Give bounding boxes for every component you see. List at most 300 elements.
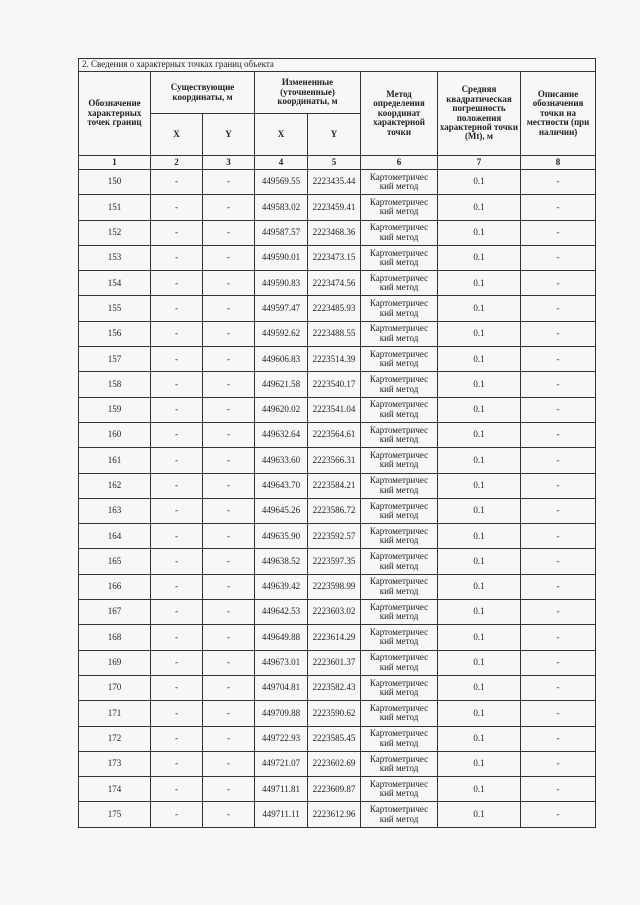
- method: [361, 675, 438, 700]
- existing-x: -: [151, 296, 203, 321]
- error-mt: 0.1: [438, 650, 521, 675]
- method-line: Картометричес: [369, 298, 429, 309]
- existing-y: -: [203, 549, 255, 574]
- method-line: Картометричес: [369, 778, 429, 789]
- method-line: кий метод: [379, 636, 419, 647]
- method: [361, 245, 438, 270]
- method: [361, 296, 438, 321]
- point-designation: 156: [79, 321, 151, 346]
- method-line: Картометричес: [369, 272, 429, 283]
- point-description: -: [521, 625, 596, 650]
- changed-x: 449587.57: [255, 220, 308, 245]
- changed-y: 2223598.99: [308, 574, 361, 599]
- existing-y: -: [203, 195, 255, 220]
- existing-y: -: [203, 245, 255, 270]
- method-line: кий метод: [379, 307, 419, 318]
- changed-y: 2223590.62: [308, 701, 361, 726]
- method: [361, 271, 438, 296]
- changed-y: 2223459.41: [308, 195, 361, 220]
- changed-y: 2223566.31: [308, 448, 361, 473]
- existing-y: -: [203, 498, 255, 523]
- existing-x: -: [151, 701, 203, 726]
- point-designation: 150: [79, 170, 151, 195]
- point-description: -: [521, 397, 596, 422]
- existing-x: -: [151, 600, 203, 625]
- method: [361, 473, 438, 498]
- existing-y: -: [203, 524, 255, 549]
- error-mt: 0.1: [438, 625, 521, 650]
- point-description: -: [521, 372, 596, 397]
- existing-x: -: [151, 245, 203, 270]
- method: [361, 524, 438, 549]
- table-row: [79, 271, 596, 296]
- error-mt: 0.1: [438, 574, 521, 599]
- changed-x: 449722.93: [255, 726, 308, 751]
- point-description: -: [521, 271, 596, 296]
- method-line: Картометричес: [369, 627, 429, 638]
- changed-x: 449632.64: [255, 422, 308, 447]
- table-body: [79, 170, 596, 828]
- changed-y: 2223601.37: [308, 650, 361, 675]
- header-existing-x: X: [151, 114, 203, 156]
- existing-y: -: [203, 296, 255, 321]
- error-mt: 0.1: [438, 220, 521, 245]
- changed-x: 449711.11: [255, 802, 308, 827]
- existing-x: -: [151, 751, 203, 776]
- header-changed-y: Y: [308, 114, 361, 156]
- error-mt: 0.1: [438, 701, 521, 726]
- changed-y: 2223540.17: [308, 372, 361, 397]
- existing-x: -: [151, 271, 203, 296]
- method-line: Картометричес: [369, 171, 429, 182]
- changed-x: 449633.60: [255, 448, 308, 473]
- table-row: [79, 600, 596, 625]
- existing-x: -: [151, 397, 203, 422]
- method-line: Картометричес: [369, 601, 429, 612]
- changed-y: 2223592.57: [308, 524, 361, 549]
- existing-x: -: [151, 574, 203, 599]
- column-number: 1: [79, 156, 151, 170]
- table-caption: 2. Сведения о характерных точках границ объекта: [79, 59, 596, 72]
- method-line: Картометричес: [369, 551, 429, 562]
- method-line: Картометричес: [369, 677, 429, 688]
- table-row: [79, 473, 596, 498]
- existing-y: -: [203, 751, 255, 776]
- point-description: -: [521, 422, 596, 447]
- existing-x: -: [151, 524, 203, 549]
- method: [361, 549, 438, 574]
- table-row: [79, 347, 596, 372]
- point-designation: 166: [79, 574, 151, 599]
- point-description: -: [521, 777, 596, 802]
- method: [361, 220, 438, 245]
- method-line: Картометричес: [369, 576, 429, 587]
- table-row: [79, 777, 596, 802]
- point-designation: 171: [79, 701, 151, 726]
- column-number: 6: [361, 156, 438, 170]
- point-description: -: [521, 675, 596, 700]
- method: [361, 574, 438, 599]
- changed-y: 2223603.02: [308, 600, 361, 625]
- method-line: кий метод: [379, 383, 419, 394]
- point-designation: 161: [79, 448, 151, 473]
- method: [361, 802, 438, 827]
- method-line: Картометричес: [369, 323, 429, 334]
- header-changed-x: X: [255, 114, 308, 156]
- header-designation: Обозначение характерных точек границ: [79, 72, 151, 156]
- method-line: кий метод: [379, 560, 419, 571]
- existing-y: -: [203, 347, 255, 372]
- changed-x: 449649.88: [255, 625, 308, 650]
- changed-x: 449597.47: [255, 296, 308, 321]
- changed-y: 2223564.61: [308, 422, 361, 447]
- point-designation: 157: [79, 347, 151, 372]
- method: [361, 701, 438, 726]
- point-description: -: [521, 448, 596, 473]
- existing-y: -: [203, 675, 255, 700]
- method-line: Картометричес: [369, 374, 429, 385]
- table-row: [79, 372, 596, 397]
- method: [361, 321, 438, 346]
- method-line: Картометричес: [369, 399, 429, 410]
- point-description: -: [521, 574, 596, 599]
- existing-x: -: [151, 473, 203, 498]
- changed-x: 449711.81: [255, 777, 308, 802]
- changed-y: 2223541.04: [308, 397, 361, 422]
- table-row: [79, 650, 596, 675]
- column-number: 2: [151, 156, 203, 170]
- point-description: -: [521, 296, 596, 321]
- method-line: Картометричес: [369, 500, 429, 511]
- error-mt: 0.1: [438, 777, 521, 802]
- changed-x: 449709.88: [255, 701, 308, 726]
- method-line: Картометричес: [369, 247, 429, 258]
- point-designation: 153: [79, 245, 151, 270]
- changed-x: 449638.52: [255, 549, 308, 574]
- point-designation: 165: [79, 549, 151, 574]
- point-description: -: [521, 524, 596, 549]
- existing-y: -: [203, 574, 255, 599]
- method-line: Картометричес: [369, 728, 429, 739]
- changed-y: 2223609.87: [308, 777, 361, 802]
- changed-x: 449583.02: [255, 195, 308, 220]
- error-mt: 0.1: [438, 802, 521, 827]
- table-row: [79, 802, 596, 827]
- point-designation: 169: [79, 650, 151, 675]
- table-row: [79, 220, 596, 245]
- column-number: 4: [255, 156, 308, 170]
- existing-y: -: [203, 271, 255, 296]
- header-existing-coords: Существующие координаты, м: [151, 72, 255, 114]
- changed-y: 2223614.29: [308, 625, 361, 650]
- point-designation: 162: [79, 473, 151, 498]
- point-designation: 174: [79, 777, 151, 802]
- method-line: кий метод: [379, 408, 419, 419]
- error-mt: 0.1: [438, 422, 521, 447]
- method-line: Картометричес: [369, 652, 429, 663]
- existing-y: -: [203, 321, 255, 346]
- point-description: -: [521, 347, 596, 372]
- method-line: кий метод: [379, 762, 419, 773]
- existing-x: -: [151, 726, 203, 751]
- point-designation: 160: [79, 422, 151, 447]
- table-row: [79, 549, 596, 574]
- point-designation: 172: [79, 726, 151, 751]
- existing-x: -: [151, 220, 203, 245]
- existing-y: -: [203, 448, 255, 473]
- table-row: [79, 574, 596, 599]
- changed-y: 2223586.72: [308, 498, 361, 523]
- method: [361, 372, 438, 397]
- point-designation: 154: [79, 271, 151, 296]
- table-row: [79, 296, 596, 321]
- point-description: -: [521, 701, 596, 726]
- changed-x: 449642.53: [255, 600, 308, 625]
- point-description: -: [521, 195, 596, 220]
- existing-x: -: [151, 650, 203, 675]
- method-line: кий метод: [379, 585, 419, 596]
- method: [361, 625, 438, 650]
- error-mt: 0.1: [438, 675, 521, 700]
- changed-y: 2223602.69: [308, 751, 361, 776]
- method-line: кий метод: [379, 206, 419, 217]
- column-number: 7: [438, 156, 521, 170]
- changed-x: 449673.01: [255, 650, 308, 675]
- method: [361, 422, 438, 447]
- method-line: Картометричес: [369, 753, 429, 764]
- point-designation: 152: [79, 220, 151, 245]
- changed-y: 2223584.21: [308, 473, 361, 498]
- error-mt: 0.1: [438, 195, 521, 220]
- method-line: кий метод: [379, 687, 419, 698]
- error-mt: 0.1: [438, 726, 521, 751]
- table-row: [79, 195, 596, 220]
- method-line: кий метод: [379, 510, 419, 520]
- changed-y: 2223597.35: [308, 549, 361, 574]
- column-number: 5: [308, 156, 361, 170]
- point-designation: 163: [79, 498, 151, 523]
- error-mt: 0.1: [438, 549, 521, 574]
- changed-y: 2223473.15: [308, 245, 361, 270]
- existing-y: -: [203, 625, 255, 650]
- changed-x: 449639.42: [255, 574, 308, 599]
- existing-x: -: [151, 347, 203, 372]
- point-description: -: [521, 549, 596, 574]
- table-row: [79, 170, 596, 195]
- method-line: кий метод: [379, 737, 419, 748]
- changed-x: 449621.58: [255, 372, 308, 397]
- method: [361, 498, 438, 523]
- existing-x: -: [151, 625, 203, 650]
- error-mt: 0.1: [438, 347, 521, 372]
- table-row: [79, 675, 596, 700]
- table-row: [79, 498, 596, 523]
- existing-x: -: [151, 777, 203, 802]
- method-line: кий метод: [379, 661, 419, 672]
- existing-y: -: [203, 701, 255, 726]
- existing-y: -: [203, 397, 255, 422]
- error-mt: 0.1: [438, 170, 521, 195]
- changed-x: 449606.83: [255, 347, 308, 372]
- method: [361, 448, 438, 473]
- existing-y: -: [203, 802, 255, 827]
- existing-y: -: [203, 473, 255, 498]
- changed-x: 449620.02: [255, 397, 308, 422]
- error-mt: 0.1: [438, 372, 521, 397]
- changed-x: 449704.81: [255, 675, 308, 700]
- point-designation: 173: [79, 751, 151, 776]
- point-description: -: [521, 726, 596, 751]
- method: [361, 726, 438, 751]
- changed-y: 2223514.39: [308, 347, 361, 372]
- changed-y: 2223488.55: [308, 321, 361, 346]
- method-line: кий метод: [379, 231, 419, 242]
- existing-y: -: [203, 372, 255, 397]
- table-row: [79, 448, 596, 473]
- method-line: кий метод: [379, 358, 419, 369]
- existing-y: -: [203, 170, 255, 195]
- method-line: Картометричес: [369, 525, 429, 536]
- method-line: Картометричес: [369, 222, 429, 233]
- method-line: кий метод: [379, 181, 419, 192]
- point-description: -: [521, 220, 596, 245]
- existing-x: -: [151, 170, 203, 195]
- method-line: кий метод: [379, 712, 419, 723]
- point-description: -: [521, 498, 596, 523]
- existing-y: -: [203, 422, 255, 447]
- method-line: Картометричес: [369, 197, 429, 207]
- method: [361, 347, 438, 372]
- method: [361, 650, 438, 675]
- method: [361, 195, 438, 220]
- table-row: [79, 701, 596, 726]
- existing-y: -: [203, 726, 255, 751]
- changed-x: 449590.83: [255, 271, 308, 296]
- method-line: кий метод: [379, 332, 419, 343]
- existing-x: -: [151, 422, 203, 447]
- point-designation: 164: [79, 524, 151, 549]
- changed-x: 449569.55: [255, 170, 308, 195]
- point-description: -: [521, 600, 596, 625]
- method-line: Картометричес: [369, 348, 429, 359]
- existing-x: -: [151, 372, 203, 397]
- changed-x: 449721.07: [255, 751, 308, 776]
- changed-x: 449643.70: [255, 473, 308, 498]
- method: [361, 600, 438, 625]
- method-line: кий метод: [379, 434, 419, 445]
- existing-y: -: [203, 600, 255, 625]
- point-designation: 155: [79, 296, 151, 321]
- method-line: кий метод: [379, 282, 419, 293]
- header-existing-y: Y: [203, 114, 255, 156]
- point-designation: 170: [79, 675, 151, 700]
- method: [361, 397, 438, 422]
- existing-x: -: [151, 802, 203, 827]
- changed-y: 2223435.44: [308, 170, 361, 195]
- existing-x: -: [151, 321, 203, 346]
- header-changed-coords: Измененные (уточненные) координаты, м: [255, 72, 361, 114]
- error-mt: 0.1: [438, 600, 521, 625]
- changed-x: 449645.26: [255, 498, 308, 523]
- error-mt: 0.1: [438, 397, 521, 422]
- existing-y: -: [203, 650, 255, 675]
- changed-x: 449635.90: [255, 524, 308, 549]
- method-line: Картометричес: [369, 424, 429, 435]
- boundary-points-table: [78, 58, 596, 828]
- error-mt: 0.1: [438, 245, 521, 270]
- table-row: [79, 524, 596, 549]
- point-designation: 158: [79, 372, 151, 397]
- column-number: 8: [521, 156, 596, 170]
- method-line: кий метод: [379, 535, 419, 546]
- column-numbers-row: [79, 156, 596, 170]
- method-line: Картометричес: [369, 804, 429, 815]
- header-description: Описание обозначения точки на местности (при наличии): [521, 72, 596, 156]
- point-designation: 167: [79, 600, 151, 625]
- changed-y: 2223468.36: [308, 220, 361, 245]
- table-row: [79, 751, 596, 776]
- point-description: -: [521, 473, 596, 498]
- point-description: -: [521, 802, 596, 827]
- changed-x: 449590.01: [255, 245, 308, 270]
- changed-y: 2223585.45: [308, 726, 361, 751]
- existing-y: -: [203, 220, 255, 245]
- changed-y: 2223485.93: [308, 296, 361, 321]
- existing-y: -: [203, 777, 255, 802]
- method: [361, 751, 438, 776]
- header-method: Метод определения координат характерной точки: [361, 72, 438, 156]
- error-mt: 0.1: [438, 524, 521, 549]
- error-mt: 0.1: [438, 473, 521, 498]
- existing-x: -: [151, 195, 203, 220]
- table-row: [79, 625, 596, 650]
- point-description: -: [521, 245, 596, 270]
- method-line: Картометричес: [369, 702, 429, 713]
- error-mt: 0.1: [438, 271, 521, 296]
- method-line: Картометричес: [369, 449, 429, 460]
- error-mt: 0.1: [438, 751, 521, 776]
- existing-x: -: [151, 549, 203, 574]
- method: [361, 170, 438, 195]
- point-description: -: [521, 321, 596, 346]
- method: [361, 777, 438, 802]
- point-designation: 151: [79, 195, 151, 220]
- method-line: кий метод: [379, 484, 419, 495]
- error-mt: 0.1: [438, 498, 521, 523]
- error-mt: 0.1: [438, 296, 521, 321]
- existing-x: -: [151, 675, 203, 700]
- error-mt: 0.1: [438, 321, 521, 346]
- point-description: -: [521, 170, 596, 195]
- table-row: [79, 245, 596, 270]
- changed-y: 2223612.96: [308, 802, 361, 827]
- point-designation: 159: [79, 397, 151, 422]
- point-designation: 168: [79, 625, 151, 650]
- changed-x: 449592.62: [255, 321, 308, 346]
- existing-x: -: [151, 448, 203, 473]
- point-designation: 175: [79, 802, 151, 827]
- point-description: -: [521, 650, 596, 675]
- existing-x: -: [151, 498, 203, 523]
- changed-y: 2223582.43: [308, 675, 361, 700]
- method-line: кий метод: [379, 611, 419, 622]
- table-row: [79, 422, 596, 447]
- method-line: кий метод: [379, 813, 419, 824]
- point-description: -: [521, 751, 596, 776]
- method-line: кий метод: [379, 459, 419, 470]
- header-error: Средняя квадратическая погрешность положения характерной точки (Mt), м: [438, 72, 521, 156]
- error-mt: 0.1: [438, 448, 521, 473]
